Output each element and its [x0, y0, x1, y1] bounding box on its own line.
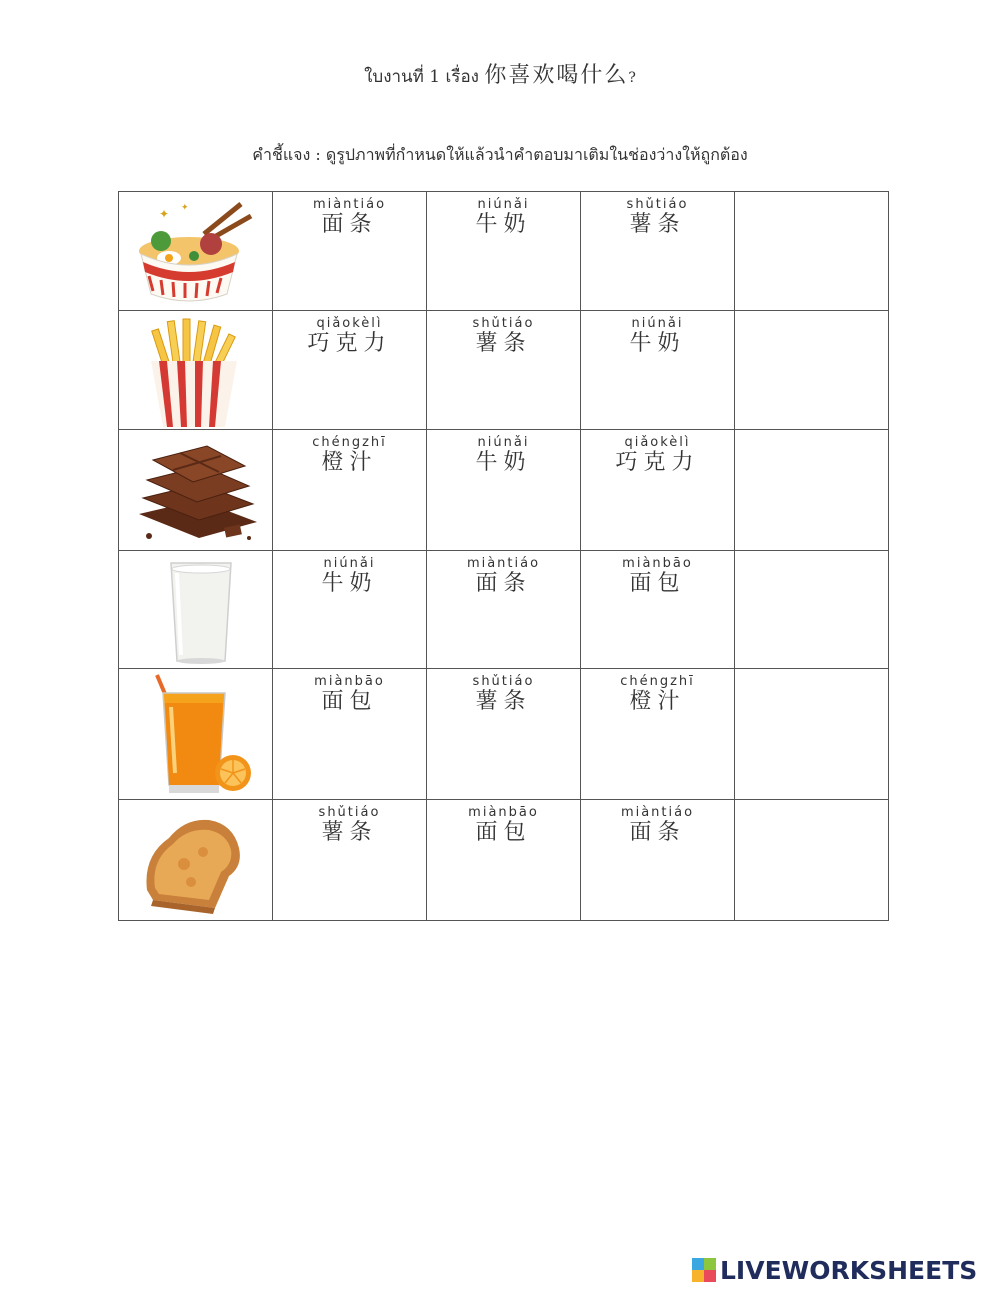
worksheet-title	[0, 58, 1000, 90]
pinyin-label: chéngzhī	[620, 674, 695, 689]
orange-juice-icon	[129, 673, 259, 797]
option-cell[interactable]	[581, 800, 735, 921]
noodle-bowl-icon	[129, 196, 259, 308]
answer-blank[interactable]	[735, 311, 889, 430]
hanzi-label: 面条	[629, 820, 686, 845]
table-row	[119, 311, 889, 430]
hanzi-label: 薯条	[475, 689, 532, 714]
title-thai: ใบงานที่ 1 เรื่อง	[364, 67, 479, 87]
answer-blank[interactable]	[735, 551, 889, 669]
pinyin-label: miànbāo	[468, 805, 539, 820]
pinyin-label: qiǎokèlì	[316, 316, 383, 331]
milk-glass-icon	[129, 555, 259, 667]
hanzi-label: 面条	[475, 571, 532, 596]
brand-name: LIVEWORKSHEETS	[720, 1255, 978, 1285]
image-cell	[119, 551, 273, 669]
hanzi-label: 薯条	[321, 820, 378, 845]
liveworksheets-badge-icon	[692, 1258, 716, 1282]
option-cell[interactable]	[581, 551, 735, 669]
option-cell[interactable]	[581, 192, 735, 311]
hanzi-label: 面包	[475, 820, 532, 845]
pinyin-label: miàntiáo	[466, 556, 541, 571]
image-cell	[119, 192, 273, 311]
hanzi-label: 牛奶	[475, 450, 532, 475]
answer-blank[interactable]	[735, 430, 889, 551]
pinyin-label: qiǎokèlì	[624, 435, 691, 450]
table-row	[119, 430, 889, 551]
option-cell[interactable]	[427, 192, 581, 311]
option-cell[interactable]	[427, 430, 581, 551]
pinyin-label: miànbāo	[622, 556, 693, 571]
hanzi-label: 面包	[321, 689, 378, 714]
pinyin-label: shǔtiáo	[472, 316, 535, 331]
liveworksheets-logo[interactable]	[692, 1255, 977, 1285]
pinyin-label: niúnǎi	[477, 435, 530, 450]
option-cell[interactable]	[581, 311, 735, 430]
option-cell[interactable]	[273, 800, 427, 921]
pinyin-label: miàntiáo	[312, 197, 387, 212]
pinyin-label: niúnǎi	[477, 197, 530, 212]
pinyin-label: chéngzhī	[312, 435, 387, 450]
worksheet-table	[118, 191, 889, 921]
table-row	[119, 669, 889, 800]
hanzi-label: 薯条	[475, 331, 532, 356]
hanzi-label: 牛奶	[629, 331, 686, 356]
hanzi-label: 面条	[321, 212, 378, 237]
chocolate-icon	[129, 434, 264, 546]
option-cell[interactable]	[273, 551, 427, 669]
image-cell	[119, 800, 273, 921]
option-cell[interactable]	[273, 192, 427, 311]
title-question-mark: ?	[628, 70, 636, 86]
hanzi-label: 橙汁	[629, 689, 686, 714]
option-cell[interactable]	[427, 800, 581, 921]
table-row	[119, 800, 889, 921]
svg-text:✦: ✦	[181, 203, 189, 213]
pinyin-label: miànbāo	[314, 674, 385, 689]
pinyin-label: miàntiáo	[620, 805, 695, 820]
title-chinese: 你喜欢喝什么	[484, 63, 629, 88]
option-cell[interactable]	[427, 669, 581, 800]
image-cell	[119, 311, 273, 430]
option-cell[interactable]	[581, 669, 735, 800]
hanzi-label: 巧克力	[307, 331, 392, 356]
pinyin-label: shǔtiáo	[626, 197, 689, 212]
pinyin-label: niúnǎi	[323, 556, 376, 571]
hanzi-label: 橙汁	[321, 450, 378, 475]
instruction-text: คำชี้แจง : ดูรูปภาพที่กำหนดให้แล้วนำคำตอบมาเติมในช่องว่างให้ถูกต้อง	[252, 145, 748, 164]
toast-bread-icon	[129, 804, 259, 916]
french-fries-icon	[129, 315, 259, 427]
image-cell	[119, 430, 273, 551]
answer-blank[interactable]	[735, 669, 889, 800]
hanzi-label: 薯条	[629, 212, 686, 237]
option-cell[interactable]	[427, 311, 581, 430]
option-cell[interactable]	[273, 430, 427, 551]
hanzi-label: 巧克力	[615, 450, 700, 475]
table-row	[119, 192, 889, 311]
pinyin-label: niúnǎi	[631, 316, 684, 331]
answer-blank[interactable]	[735, 800, 889, 921]
table-row	[119, 551, 889, 669]
answer-blank[interactable]	[735, 192, 889, 311]
image-cell	[119, 669, 273, 800]
hanzi-label: 面包	[629, 571, 686, 596]
svg-text:✦: ✦	[159, 207, 170, 221]
option-cell[interactable]	[273, 669, 427, 800]
option-cell[interactable]	[581, 430, 735, 551]
option-cell[interactable]	[273, 311, 427, 430]
hanzi-label: 牛奶	[475, 212, 532, 237]
pinyin-label: shǔtiáo	[472, 674, 535, 689]
hanzi-label: 牛奶	[321, 571, 378, 596]
pinyin-label: shǔtiáo	[318, 805, 381, 820]
option-cell[interactable]	[427, 551, 581, 669]
